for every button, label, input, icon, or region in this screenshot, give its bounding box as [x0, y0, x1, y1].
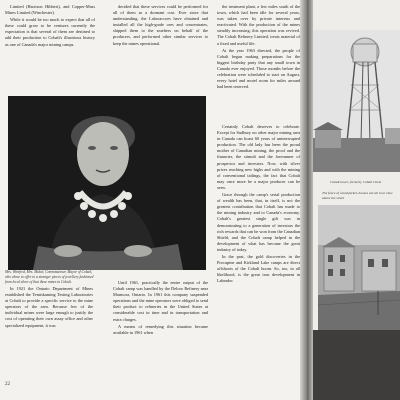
- article-column-5: [113, 280, 208, 366]
- paragraph: While it would be too much to expect that all of these could grow to be ventures currently the expectation is that several of them are destined to add their production to Cobalt's illustrious history as one of Canada's major mining camps.: [5, 17, 95, 47]
- street-photo: [318, 205, 400, 330]
- article-column-1: [5, 4, 95, 84]
- woman-portrait-image: [8, 96, 206, 270]
- water-tower-image: [313, 30, 400, 172]
- water-tower-photo: [313, 30, 400, 172]
- page-gutter: [300, 0, 314, 400]
- page-number: 22: [5, 382, 10, 387]
- article-column-2: [113, 4, 208, 90]
- paragraph: Limited (Harrison Hibbert), and Copper-Mass Mines Limited (Winchester).: [5, 4, 95, 16]
- town-street-image: [318, 205, 400, 330]
- paragraph: In 1921 the Ontario Department of Mines established the Temiskaming Testing Laboratories at Cobalt to provide a specific service to the mine operators of the area. Because few of the individual mines were large enough to justify the cost of operating their own assay office and other specialized equipment, it was: [5, 286, 93, 328]
- portrait-photo: [8, 96, 206, 270]
- tower-caption: Cobalt tower, formerly Cobalt Chem: [330, 180, 382, 184]
- portrait-caption: Mrs. Winifred, Mrs. Mabel, Commissioner, Mayor of Cobalt, who chose to offer to a stranger pieces of jewellery fashioned from local silver of that these mines in Cobalt.: [5, 270, 94, 284]
- article-column-4: [5, 286, 93, 380]
- paragraph: Certainly Cobalt deserves to celebrate. Except for Sudbury no other major mining area in Canada can boast 60 years of uninterrupted production. The old lady has been the proud mother of Canadian mining, the proof and the financier, the stimuli and the forerunner of prospector and investors. Now, with silver prices reaching new highs and with the mining of conventional tailings, the fact that Cobalt may once more be a major producer can be seen.: [217, 124, 300, 190]
- paragraph: Until 1961, practically the entire output of the Cobalt camp was handled by the Deloro Refinery near Marmora, Ontario. In 1961 this company suspended operations and the mine operators were obliged to send their product to refineries in the United States at considerable cost in time and in transportation and extra charges.: [113, 280, 208, 322]
- article-column-3: [217, 4, 300, 124]
- paragraph: Grace through the camp's serial production of wealth has been, that, in itself, is not the greatest contribution that Cobalt has made to the mining industry and to Canada's economy. Cobalt's greatest single gift was in demonstrating to a generation of investors the rich rewards that can be won from the Canadian Shield, and the Cobalt camp helped in the development of what has become the great industry of today.: [217, 192, 300, 252]
- street-caption: The fence of wood picket, houses are all in to view above the street: [322, 191, 393, 200]
- paragraph: decided that these services could be performed for all of them as a dormant cost. Ever since that understanding, the Lahoraccoes have obtained and installed all the high-grade ores and concentrates, shipped them to the smelters on behalf of the producers, and performed other similar services to keep the mines operational.: [113, 4, 208, 46]
- paragraph: the treatment plant, a few miles south of the town, which had been idle for several years, was taken over by private interests and reactivated. With the production of the mines steadily increasing, this operation was revived. The Cobalt Refinery Limited, treats material of a fixed and useful life.: [217, 4, 300, 46]
- paragraph: A means of remedying this situation became available in 1961 when: [113, 323, 208, 335]
- paragraph: In the past, the gold discoveries in the Porcupine and Kirkland Lake camps are direct offshoots of the Cobalt boom. So, too, in all likelihood, is the great iron development in Labrador.: [217, 253, 300, 284]
- paragraph: At the year 1963 directed, the people of Cobalt began making preparations for the biggest birthday party that any small town in Canada ever enjoyed. Those months before the celebration were scheduled to start on August, every hotel and motel room for miles around had been reserved.: [217, 47, 300, 90]
- right-page-shadow: [313, 330, 400, 400]
- article-column-6: [217, 124, 300, 369]
